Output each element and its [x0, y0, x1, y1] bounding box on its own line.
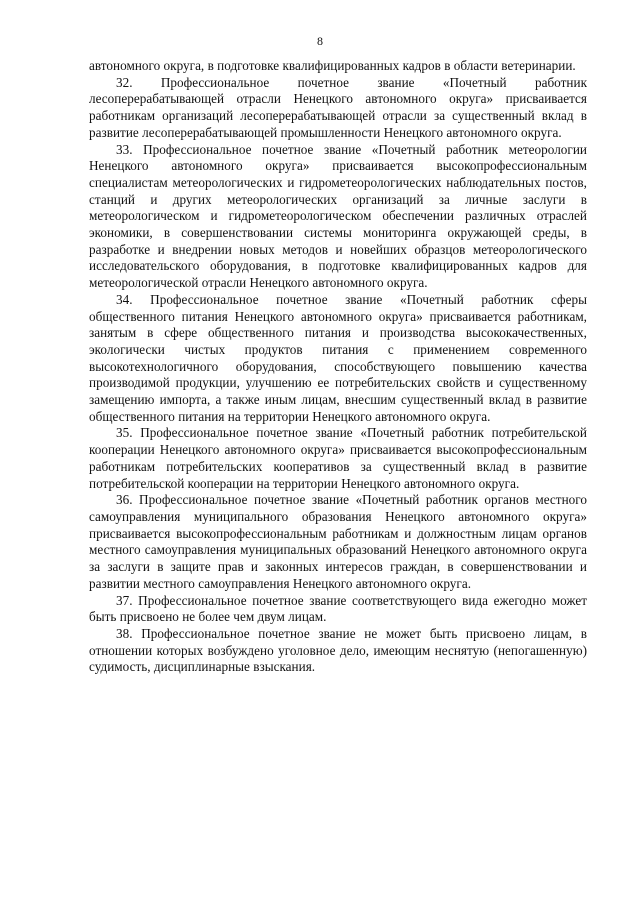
paragraph-33: 33. Профессиональное почетное звание «Почетный работник метеорологии Ненецкого автономного округа» присваивается высокопрофессиональным специалистам метеорологических и гидрометеорологических наблюдательных постов, станций и других метеорологических организаций за личные заслуги в метеорологическом и гидрометеорологическом обеспечении различных отраслей экономики, в совершенствовании системы мониторинга окружающей среды, в разработке и внедрении новых методов и новейших образцов метеорологического исследовательского оборудования, в подготовке квалифицированных кадров для метеорологической отрасли Ненецкого автономного округа.	[89, 141, 587, 291]
paragraph-37: 37. Профессиональное почетное звание соответствующего вида ежегодно может быть присвоено не более чем двум лицам.	[89, 592, 587, 625]
paragraph-36: 36. Профессиональное почетное звание «Почетный работник органов местного самоуправления муниципального образования Ненецкого автономного округа» присваивается высокопрофессиональным работникам и должностным лицам органов местного самоуправления муниципальных образований Ненецкого автономного округа за заслуги в защите прав и законных интересов граждан, в совершенствовании и развитии местного самоуправления Ненецкого автономного округа.	[89, 492, 587, 591]
paragraph-38: 38. Профессиональное почетное звание не может быть присвоено лицам, в отношении которых возбуждено уголовное дело, имеющим неснятую (непогашенную) судимость, дисциплинарные взыскания.	[89, 625, 587, 675]
document-body	[89, 58, 587, 676]
paragraph-continuation: автономного округа, в подготовке квалифицированных кадров в области ветеринарии.	[89, 58, 576, 73]
page-number: 8	[317, 34, 323, 48]
paragraph-32: 32. Профессиональное почетное звание «Почетный работник лесоперерабатывающей отрасли Ненецкого автономного округа» присваивается работникам организаций лесоперерабатывающей отрасли за существенный вклад в развитие лесоперерабатывающей промышленности Ненецкого автономного округа.	[89, 74, 587, 140]
paragraph-35: 35. Профессиональное почетное звание «Почетный работник потребительской кооперации Ненецкого автономного округа» присваивается высокопрофессиональным работникам потребительских кооперативов за существенный вклад в развитие потребительской кооперации на территории Ненецкого автономного округа.	[89, 425, 587, 491]
paragraph-34: 34. Профессиональное почетное звание «Почетный работник сферы общественного питания Ненецкого автономного округа» присваивается работникам, занятым в сфере общественного питания и производства высококачественных, экологически чистых продуктов питания с применением современного высокотехнологичного оборудования, способствующего повышению качества производимой продукции, улучшению ее потребительских свойств и существенному замещению импорта, а также иным лицам, внесшим существенный вклад в развитие общественного питания на территории Ненецкого автономного округа.	[89, 291, 587, 424]
